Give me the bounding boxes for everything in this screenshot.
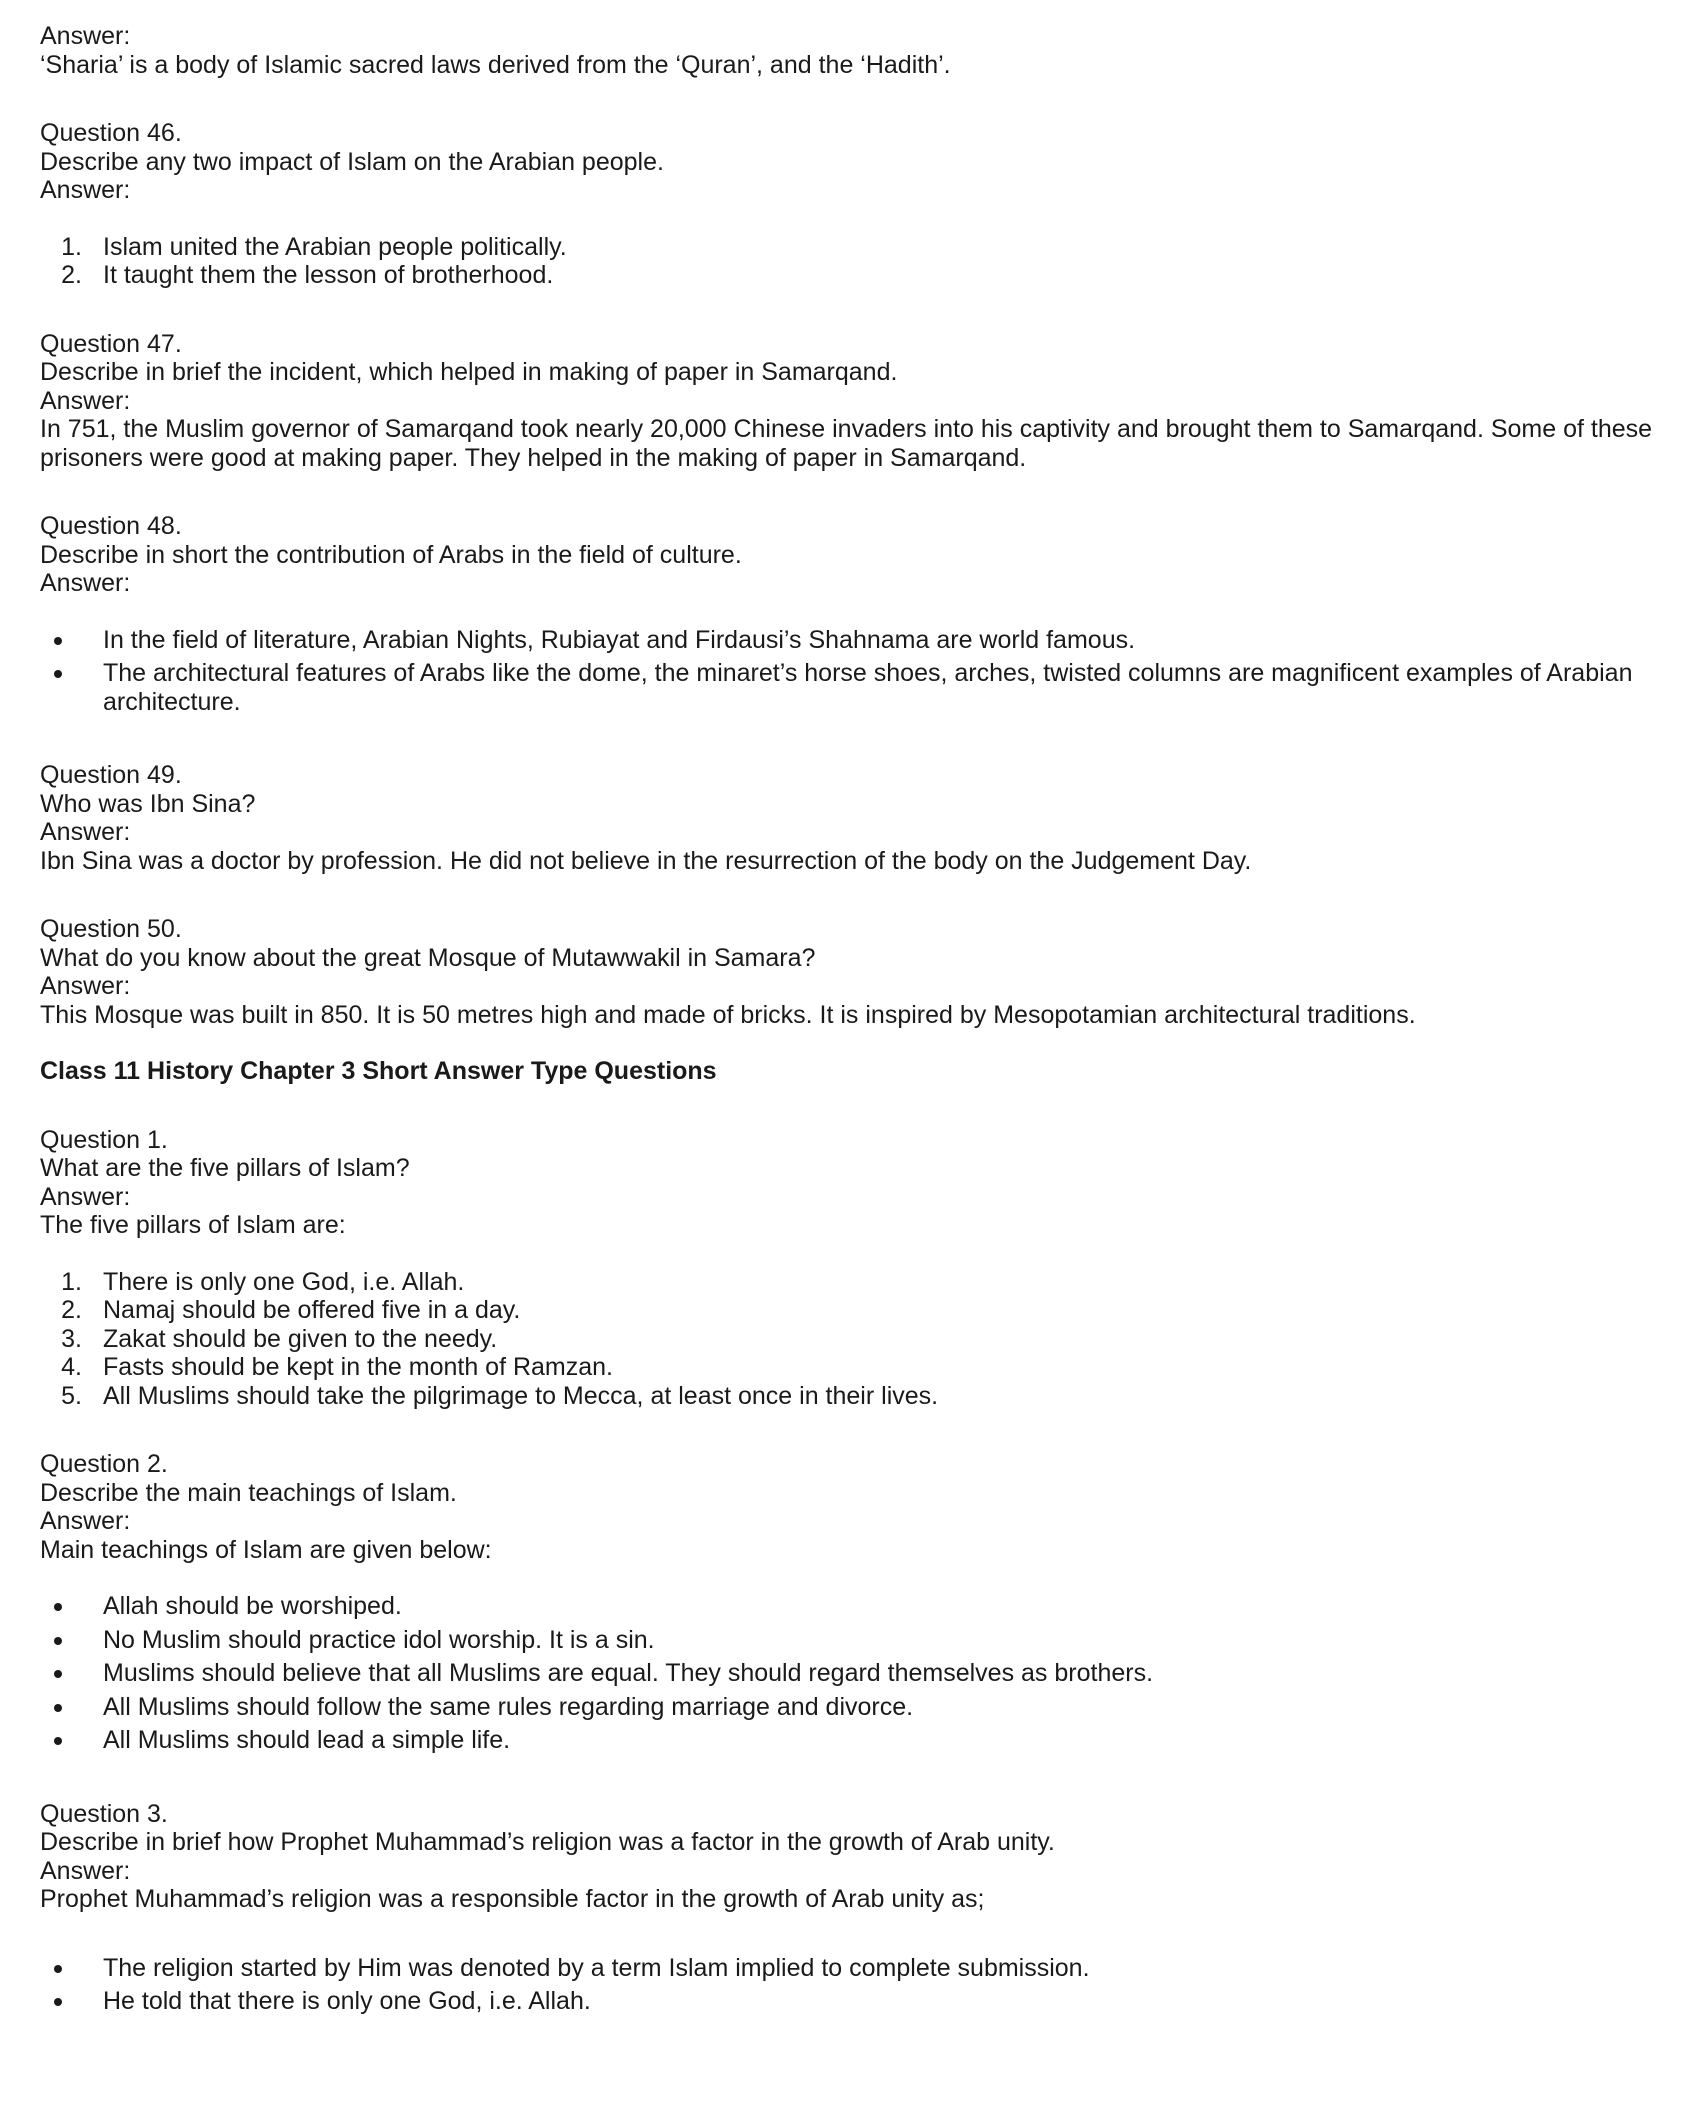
question-title: Question 3. xyxy=(40,1799,168,1828)
question-text: Describe the main teachings of Islam. xyxy=(40,1478,457,1507)
list-item-text: All Muslims should lead a simple life. xyxy=(103,1726,511,1754)
list-item-text: The religion started by Him was denoted by a term Islam implied to complete submission. xyxy=(103,1953,1090,1982)
answer-label: Answer: xyxy=(40,22,131,50)
short-q1-block xyxy=(40,1126,1660,1411)
list-item-text: All Muslims should follow the same rules regarding marriage and divorce. xyxy=(103,1692,914,1721)
answer-intro: The five pillars of Islam are: xyxy=(40,1211,346,1239)
q48-block xyxy=(40,512,1660,716)
list-item xyxy=(40,1592,1660,1621)
question-title: Question 48. xyxy=(40,512,182,540)
list-item-text: No Muslim should practice idol worship. It is a sin. xyxy=(103,1625,655,1654)
question-text: Describe in brief the incident, which helped in making of paper in Samarqand. xyxy=(40,358,898,386)
question-title: Question 2. xyxy=(40,1450,168,1478)
list-item xyxy=(40,1954,1660,1983)
list-item xyxy=(40,261,1660,290)
list-item xyxy=(40,1296,1660,1325)
numbered-list xyxy=(40,1268,1660,1411)
question-text: Describe in brief how Prophet Muhammad’s religion was a factor in the growth of Arab unity. xyxy=(40,1828,1055,1856)
answer-text: Ibn Sina was a doctor by profession. He did not believe in the resurrection of the body on the Judgement Day. xyxy=(40,846,1252,875)
q47-block xyxy=(40,330,1660,473)
q46-block xyxy=(40,119,1660,290)
question-title: Question 46. xyxy=(40,119,182,147)
list-item-text: Islam united the Arabian people politically. xyxy=(103,232,567,261)
list-item xyxy=(40,1325,1660,1354)
question-text: Describe in short the contribution of Arabs in the field of culture. xyxy=(40,540,742,569)
section-heading: Class 11 History Chapter 3 Short Answer Type Questions xyxy=(40,1057,717,1085)
answer-intro: Prophet Muhammad’s religion was a responsible factor in the growth of Arab unity as; xyxy=(40,1885,985,1913)
bullet-list xyxy=(40,626,1660,717)
q45-block xyxy=(40,22,1660,79)
answer-text: This Mosque was built in 850. It is 50 metres high and made of bricks. It is inspired by Mesopotamian architectural traditions. xyxy=(40,1000,1416,1029)
answer-label: Answer: xyxy=(40,1507,131,1535)
list-item xyxy=(40,1353,1660,1382)
list-item xyxy=(40,1693,1660,1722)
list-item-text: He told that there is only one God, i.e. Allah. xyxy=(103,1987,591,2015)
question-title: Question 1. xyxy=(40,1125,168,1154)
numbered-list xyxy=(40,233,1660,290)
list-item-text: Allah should be worshiped. xyxy=(103,1592,402,1620)
list-number: 1. xyxy=(61,232,82,261)
list-item-text: There is only one God, i.e. Allah. xyxy=(103,1267,465,1296)
question-text: What do you know about the great Mosque of Mutawwakil in Samara? xyxy=(40,943,816,972)
answer-intro: Main teachings of Islam are given below: xyxy=(40,1535,492,1564)
list-number: 1. xyxy=(61,1267,82,1296)
answer-text: ‘Sharia’ is a body of Islamic sacred laws derived from the ‘Quran’, and the ‘Hadith’. xyxy=(40,50,951,79)
list-item xyxy=(40,1987,1660,2016)
list-item xyxy=(40,1659,1660,1688)
list-item-text: Fasts should be kept in the month of Ramzan. xyxy=(103,1353,613,1381)
answer-label: Answer: xyxy=(40,176,131,204)
list-item-text: Zakat should be given to the needy. xyxy=(103,1324,498,1353)
question-text: Describe any two impact of Islam on the Arabian people. xyxy=(40,147,664,176)
question-text: What are the five pillars of Islam? xyxy=(40,1154,410,1182)
answer-label: Answer: xyxy=(40,1856,131,1885)
answer-text: In 751, the Muslim governor of Samarqand took nearly 20,000 Chinese invaders into his captivity and brought them to Samarqand. Some of these prisoners were good at making paper. They helped in the making of paper in Samarqand. xyxy=(40,415,1653,472)
list-item xyxy=(40,1726,1660,1755)
answer-label: Answer: xyxy=(40,569,131,597)
list-item xyxy=(40,1268,1660,1297)
list-number: 5. xyxy=(61,1381,82,1410)
bullet-list xyxy=(40,1592,1660,1755)
q49-block xyxy=(40,761,1660,875)
list-number: 2. xyxy=(61,261,82,289)
answer-label: Answer: xyxy=(40,972,131,1000)
question-text: Who was Ibn Sina? xyxy=(40,789,256,818)
list-number: 3. xyxy=(61,1324,82,1353)
list-item-text: In the field of literature, Arabian Nights, Rubiayat and Firdausi’s Shahnama are world famous. xyxy=(103,625,1136,654)
bullet-list xyxy=(40,1954,1660,2016)
list-item xyxy=(40,659,1660,716)
list-item xyxy=(40,1626,1660,1655)
question-title: Question 50. xyxy=(40,915,182,943)
list-item xyxy=(40,626,1660,655)
list-item-text: Muslims should believe that all Muslims are equal. They should regard themselves as brothers. xyxy=(103,1659,1154,1687)
question-title: Question 47. xyxy=(40,329,182,358)
short-q2-block xyxy=(40,1450,1660,1755)
list-item-text: Namaj should be offered five in a day. xyxy=(103,1296,521,1324)
list-item xyxy=(40,1382,1660,1411)
list-item-text: All Muslims should take the pilgrimage to Mecca, at least once in their lives. xyxy=(103,1381,939,1410)
list-item-text: The architectural features of Arabs like the dome, the minaret’s horse shoes, arches, twisted columns are magnificent examples of Arabian architecture. xyxy=(103,659,1633,716)
q50-block xyxy=(40,915,1660,1029)
answer-label: Answer: xyxy=(40,386,131,415)
answer-label: Answer: xyxy=(40,1182,131,1211)
question-title: Question 49. xyxy=(40,761,182,789)
list-number: 4. xyxy=(61,1353,82,1381)
short-q3-block xyxy=(40,1800,1660,2016)
list-item-text: It taught them the lesson of brotherhood. xyxy=(103,261,554,289)
list-number: 2. xyxy=(61,1296,82,1324)
list-item xyxy=(40,233,1660,262)
answer-label: Answer: xyxy=(40,818,131,846)
